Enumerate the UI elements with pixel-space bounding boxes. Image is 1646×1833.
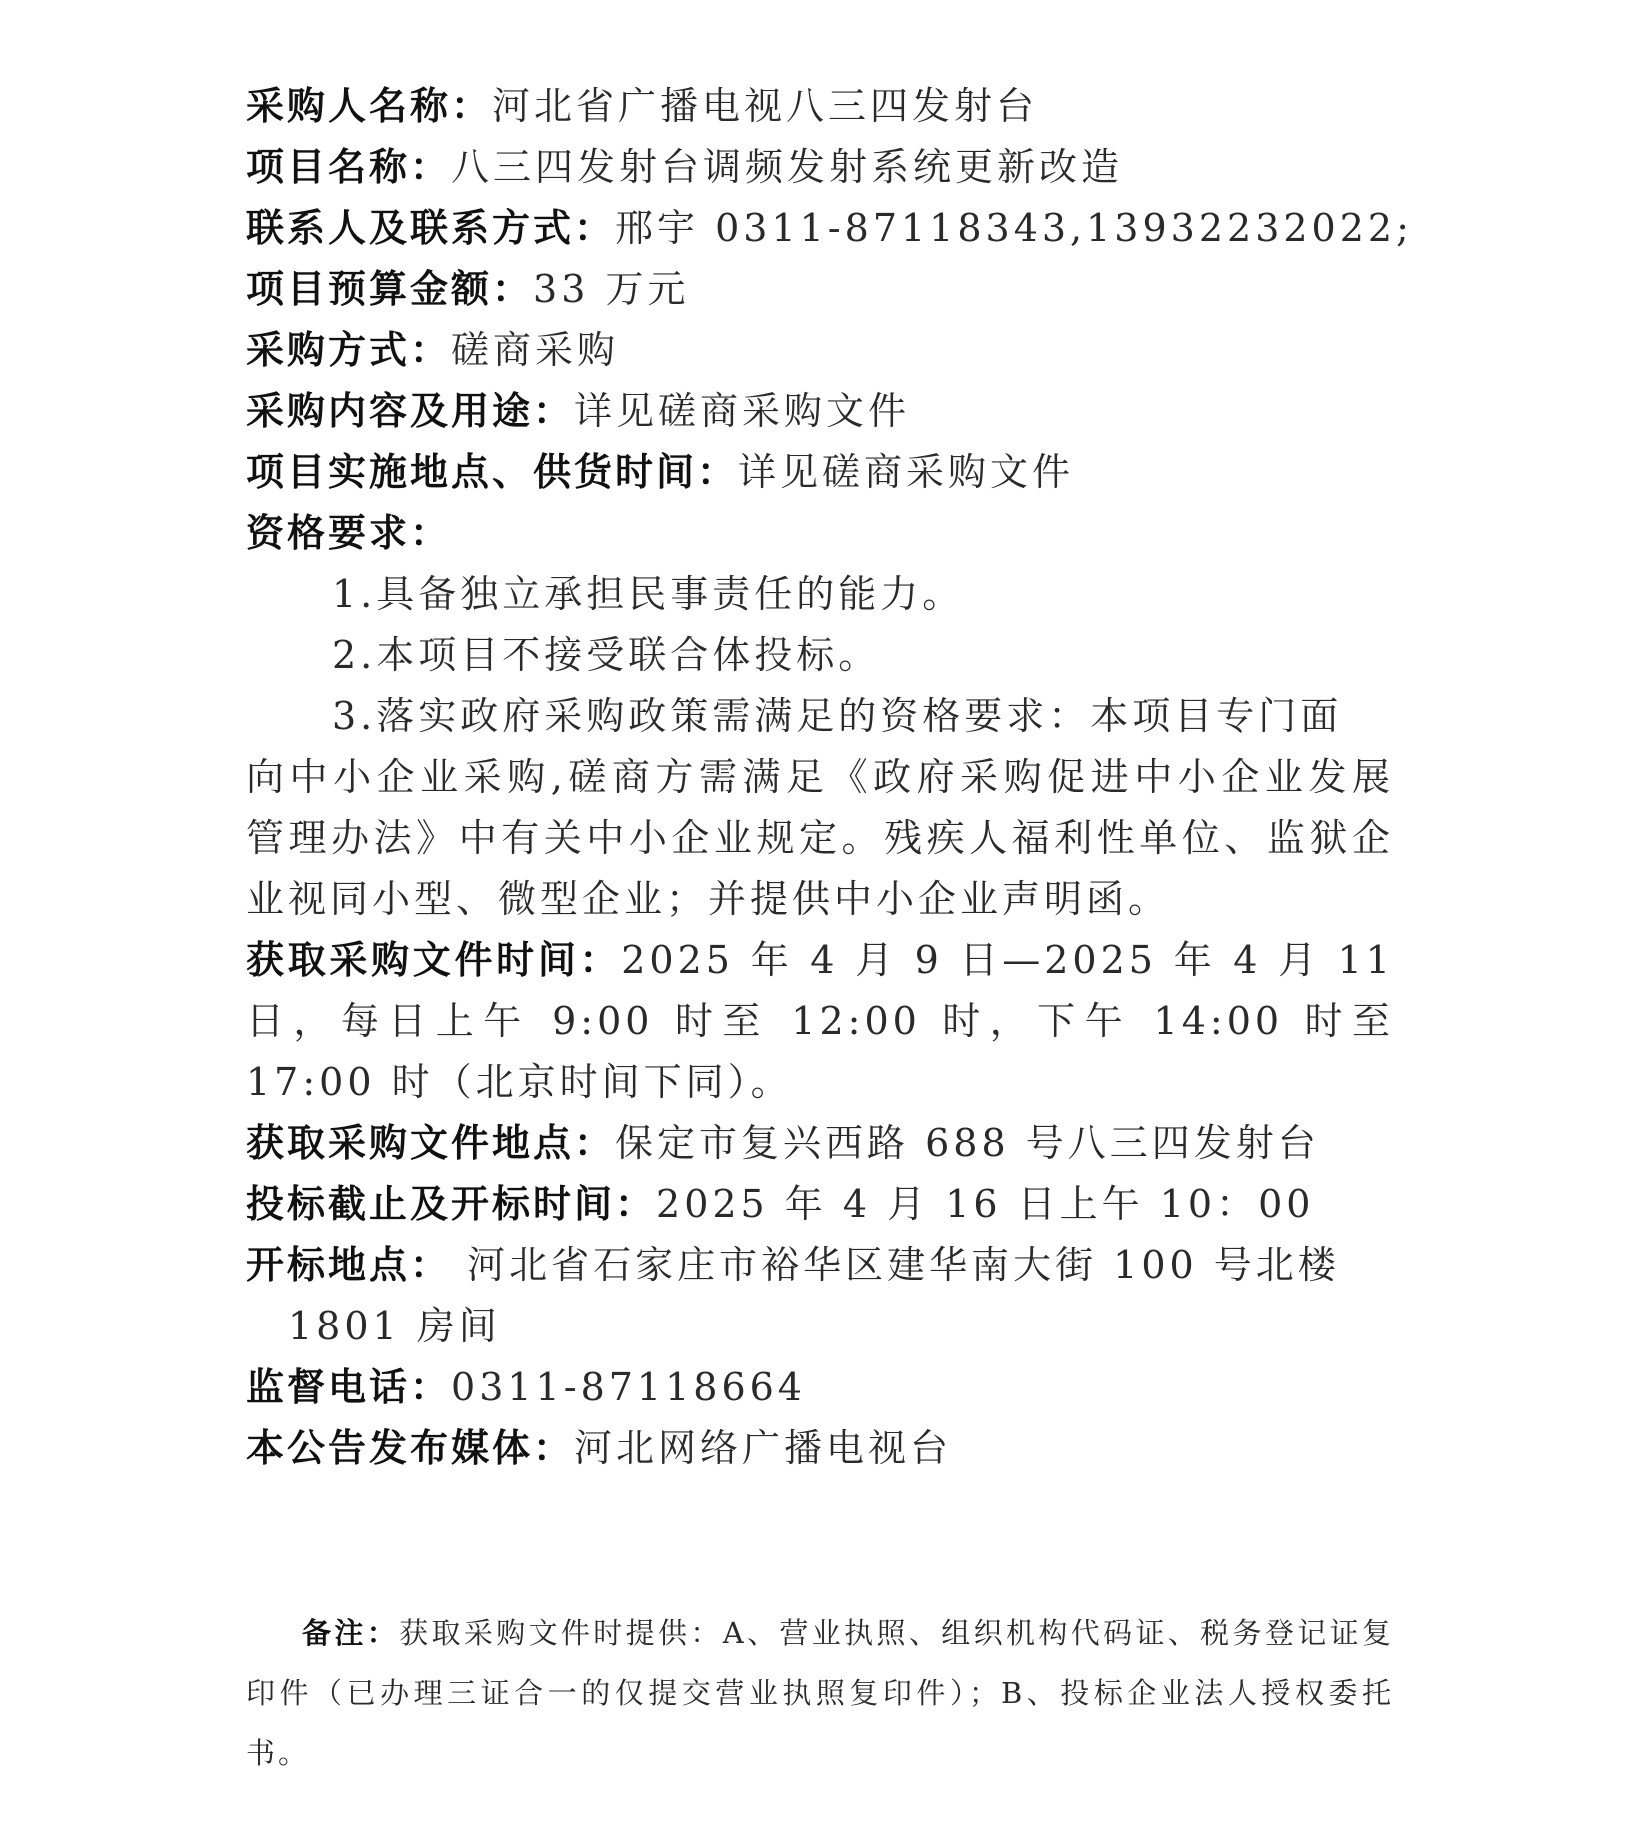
announcement-body [246, 76, 1413, 1479]
media-row [246, 1418, 1394, 1479]
location-time-row [246, 442, 1394, 503]
media-label: 本公告发布媒体： [246, 1426, 575, 1470]
project-name-row [246, 137, 1394, 198]
qualification-item-3: 3.落实政府采购政策需满足的资格要求：本项目专门面 [332, 694, 1343, 738]
doc-place-row [246, 1113, 1394, 1174]
bid-place-label: 开标地点： [246, 1243, 452, 1287]
doc-time-label: 获取采购文件时间： [246, 938, 622, 982]
purchaser-value: 河北省广播电视八三四发射台 [492, 84, 1039, 128]
bid-place-row [246, 1235, 1394, 1296]
qualification-label: 资格要求： [246, 511, 452, 555]
supervision-label: 监督电话： [246, 1365, 452, 1409]
project-name-label: 项目名称： [246, 145, 452, 189]
remark-text: 获取采购文件时提供：A、营业执照、组织机构代码证、税务登记证复印件（已办理三证合一的仅提交营业执照复印件）；B、投标企业法人授权委托书。 [246, 1616, 1395, 1770]
media-value: 河北网络广播电视台 [574, 1426, 953, 1470]
contact-label: 联系人及联系方式： [246, 206, 616, 250]
purchaser-row [246, 76, 1394, 137]
doc-time-value: 2025 年 4 月 9 日—2025 年 4 月 11 日，每日上午 9:00 时至 12:00 时，下午 14:00 时至 17:00 时（北京时间下同）。 [246, 938, 1394, 1104]
supervision-row [246, 1357, 1394, 1418]
deadline-label: 投标截止及开标时间： [246, 1182, 657, 1226]
doc-place-value: 保定市复兴西路 688 号八三四发射台 [615, 1121, 1320, 1165]
content-label: 采购内容及用途： [246, 389, 575, 433]
method-value: 磋商采购 [451, 328, 620, 372]
project-name-value: 八三四发射台调频发射系统更新改造 [451, 145, 1124, 189]
method-row [246, 320, 1394, 381]
content-row [246, 381, 1394, 442]
qualification-item-1: 1.具备独立承担民事责任的能力。 [332, 572, 965, 616]
method-label: 采购方式： [246, 328, 452, 372]
deadline-value: 2025 年 4 月 16 日上午 10：00 [656, 1182, 1315, 1226]
doc-place-label: 获取采购文件地点： [246, 1121, 616, 1165]
doc-time-row [246, 930, 1394, 1113]
qualification-item-2: 2.本项目不接受联合体投标。 [332, 633, 881, 677]
budget-row [246, 259, 1394, 320]
contact-row [246, 198, 1413, 259]
deadline-row [246, 1174, 1394, 1235]
qualification-item-3-continued: 向中小企业采购,磋商方需满足《政府采购促进中小企业发展管理办法》中有关中小企业规定。残疾人福利性单位、监狱企业视同小型、微型企业；并提供中小企业声明函。 [246, 755, 1394, 921]
qualification-row [246, 503, 1394, 564]
bid-place-value-continued: 1801 房间 [288, 1304, 501, 1348]
budget-value: 33 万元 [533, 267, 690, 311]
bid-place-value: 河北省石家庄市裕华区建华南大街 100 号北楼 [451, 1243, 1340, 1287]
contact-value: 邢宇 0311-87118343,13932232022; [615, 206, 1413, 250]
budget-label: 项目预算金额： [246, 267, 534, 311]
content-value: 详见磋商采购文件 [574, 389, 911, 433]
location-time-label: 项目实施地点、供货时间： [246, 450, 739, 494]
purchaser-label: 采购人名称： [246, 84, 493, 128]
location-time-value: 详见磋商采购文件 [738, 450, 1075, 494]
remark-note [246, 1603, 1394, 1783]
supervision-value: 0311-87118664 [451, 1365, 806, 1409]
remark-label: 备注： [302, 1616, 400, 1650]
